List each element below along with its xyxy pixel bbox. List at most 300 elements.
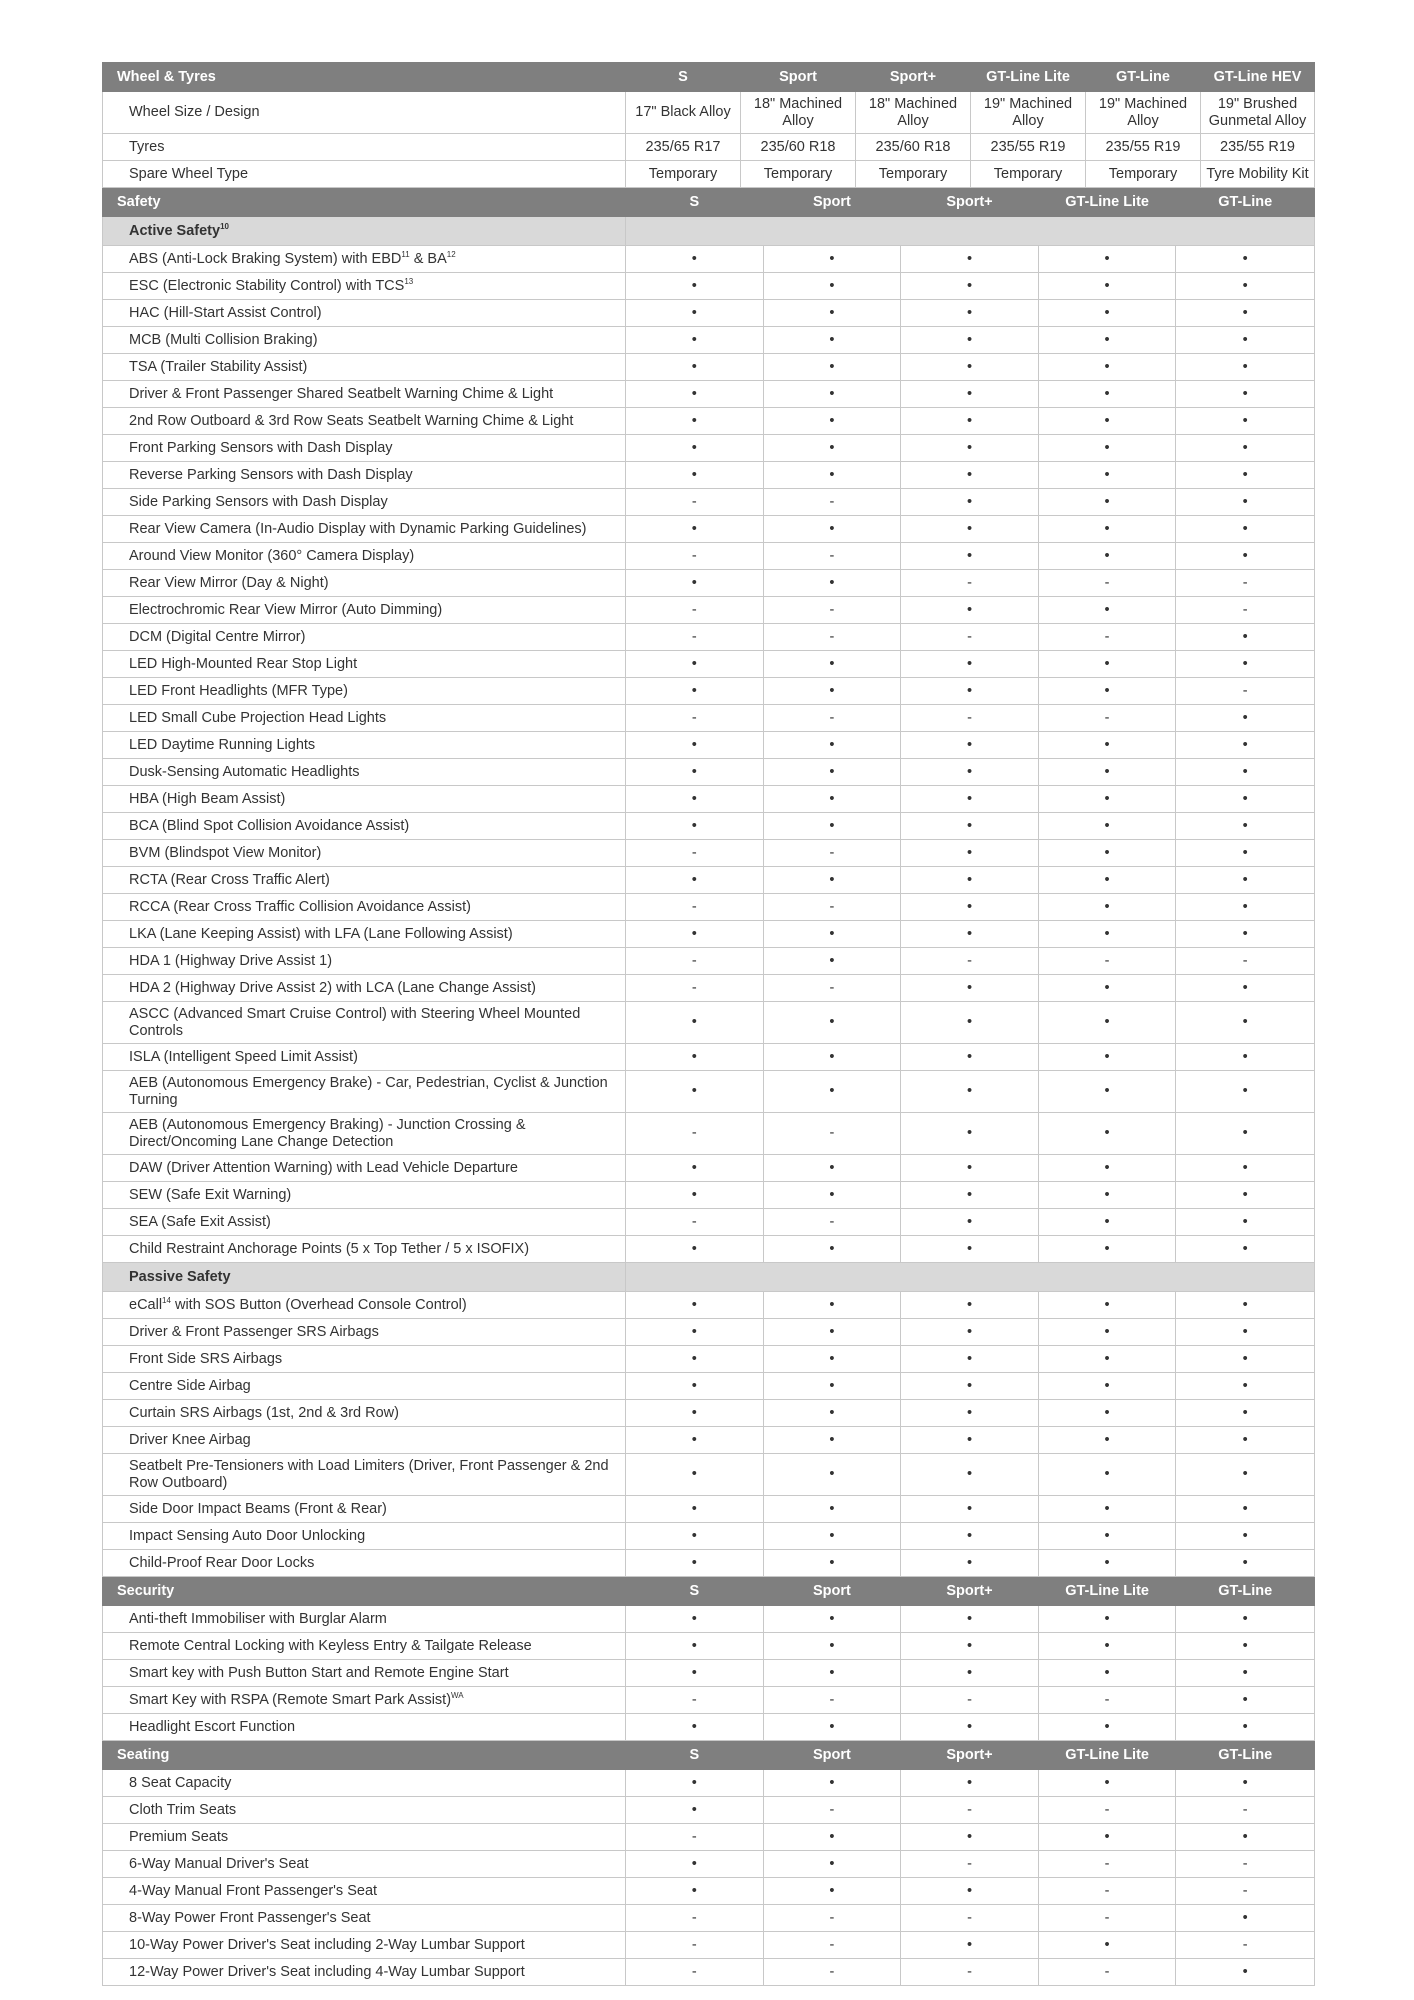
- included-dot: •: [1242, 1159, 1248, 1176]
- value-cell: [1039, 273, 1177, 299]
- value-cell: [764, 732, 902, 758]
- included-dot: •: [1104, 844, 1110, 861]
- value-cell: [1039, 381, 1177, 407]
- value-cell: [901, 975, 1039, 1001]
- value-cell: [901, 354, 1039, 380]
- value-grid: [626, 1824, 1314, 1850]
- feature-label: [103, 1797, 626, 1824]
- not-available-dash: -: [1104, 1963, 1110, 1980]
- feature-label: [103, 1770, 626, 1797]
- value-group: [626, 705, 1315, 732]
- not-available-dash: -: [691, 952, 697, 969]
- feature-label: [103, 975, 626, 1002]
- included-dot: •: [966, 1637, 973, 1654]
- value-cell: [764, 300, 902, 326]
- value-cell: [764, 678, 902, 704]
- value-cell: [1176, 1932, 1314, 1958]
- value-cell: [1039, 1660, 1177, 1686]
- value-cell: [1039, 1714, 1177, 1740]
- included-dot: •: [1104, 277, 1110, 294]
- feature-label: [103, 1427, 626, 1454]
- value-cell: [764, 435, 902, 461]
- value-grid: [626, 1209, 1314, 1235]
- table-row: [103, 381, 1315, 408]
- value-cell: [901, 1400, 1039, 1426]
- value-cell: [626, 1400, 764, 1426]
- column-header: [626, 188, 764, 216]
- feature-label: [103, 705, 626, 732]
- feature-label: [103, 134, 626, 161]
- included-dot: •: [1242, 871, 1248, 888]
- value-cell: [1039, 1878, 1177, 1904]
- value-cell: [626, 705, 764, 731]
- feature-label-text: Premium Seats: [129, 1828, 229, 1845]
- value-cell: [1039, 1113, 1177, 1154]
- included-dot: •: [1242, 1377, 1248, 1394]
- included-dot: •: [1104, 1610, 1110, 1627]
- included-dot: •: [966, 1159, 973, 1176]
- value-group: [626, 1851, 1315, 1878]
- value-cell: [1176, 1633, 1314, 1659]
- column-header-text: Sport+: [946, 193, 993, 210]
- section-header-wheels: [103, 63, 1315, 92]
- column-header: [1176, 1577, 1314, 1605]
- value-cell: [764, 1687, 902, 1713]
- included-dot: •: [1104, 1125, 1110, 1141]
- included-dot: •: [691, 1855, 697, 1872]
- table-row: [103, 1770, 1315, 1797]
- value-cell: [764, 1496, 902, 1522]
- value-cell: [1176, 975, 1314, 1001]
- column-header-text: Sport: [812, 193, 851, 210]
- value-cell: [626, 1824, 764, 1850]
- feature-label-text: HBA (High Beam Assist): [129, 790, 286, 807]
- feature-label-text: Cloth Trim Seats: [129, 1801, 237, 1818]
- not-available-dash: -: [691, 601, 697, 618]
- feature-label-text: BCA (Blind Spot Collision Avoidance Assist): [129, 817, 410, 834]
- included-dot: •: [966, 358, 973, 375]
- value-cell: [764, 1002, 902, 1043]
- feature-label: [103, 786, 626, 813]
- feature-label-text: Reverse Parking Sensors with Dash Display: [129, 466, 413, 483]
- value-cell: [1039, 732, 1177, 758]
- included-dot: •: [1242, 1350, 1248, 1367]
- section-title-text: Safety: [117, 193, 161, 210]
- feature-label: [103, 651, 626, 678]
- value-cell: [764, 381, 902, 407]
- value-group: [626, 327, 1315, 354]
- not-available-dash: -: [1242, 1801, 1248, 1818]
- feature-label: [103, 354, 626, 381]
- not-available-dash: -: [829, 1691, 835, 1708]
- table-row: [103, 732, 1315, 759]
- column-header-text: Sport: [812, 1746, 851, 1763]
- included-dot: •: [1242, 844, 1248, 861]
- not-available-dash: -: [691, 898, 697, 915]
- column-header-text: Sport+: [946, 1582, 993, 1599]
- value-group: [626, 1660, 1315, 1687]
- included-dot: •: [1242, 520, 1248, 537]
- feature-label: [103, 867, 626, 894]
- value-grid: [626, 732, 1314, 758]
- feature-label: [103, 161, 626, 188]
- value-cell: [901, 705, 1039, 731]
- subsection-title-text: Passive Safety: [129, 1268, 231, 1285]
- value-grid: [626, 570, 1314, 596]
- feature-label-text: DAW (Driver Attention Warning) with Lead Vehicle Departure: [129, 1159, 518, 1176]
- value-cell: [764, 1454, 902, 1495]
- included-dot: •: [829, 574, 835, 591]
- column-header-text: Sport: [779, 68, 817, 85]
- value-cell: [764, 759, 902, 785]
- value-cell: [626, 543, 764, 569]
- value-grid: [626, 1155, 1314, 1181]
- included-dot: •: [1242, 304, 1248, 321]
- included-dot: •: [966, 655, 973, 672]
- value-cell: [1176, 867, 1314, 893]
- included-dot: •: [1104, 682, 1110, 699]
- value-grid: [626, 1797, 1314, 1823]
- included-dot: •: [1242, 1664, 1248, 1681]
- value-cell: [626, 1878, 764, 1904]
- value-cell: [1176, 1959, 1314, 1985]
- value-grid: [626, 543, 1314, 569]
- not-available-dash: Tyre Mobility Kit: [1206, 165, 1309, 182]
- value-cell: [764, 489, 902, 515]
- feature-label: [103, 1633, 626, 1660]
- value-group: [626, 678, 1315, 705]
- value-cell: [626, 570, 764, 596]
- value-cell: [1176, 624, 1314, 650]
- included-dot: •: [1242, 250, 1248, 267]
- not-available-dash: 235/60 R18: [875, 138, 951, 155]
- value-cell: [1039, 435, 1177, 461]
- included-dot: •: [966, 979, 973, 996]
- value-cell: [626, 1044, 764, 1070]
- footnote-marker: 10: [220, 221, 229, 231]
- value-grid: [626, 1292, 1314, 1318]
- column-header-text: S: [689, 1582, 700, 1599]
- included-dot: •: [691, 682, 697, 699]
- not-available-dash: -: [1104, 1691, 1110, 1708]
- value-cell: [901, 1236, 1039, 1262]
- value-grid: [626, 1714, 1314, 1740]
- table-row: [103, 489, 1315, 516]
- value-cell: [764, 1182, 902, 1208]
- feature-label-text: 6-Way Manual Driver's Seat: [129, 1855, 309, 1872]
- table-row: [103, 543, 1315, 570]
- included-dot: •: [966, 412, 973, 429]
- included-dot: •: [1242, 1125, 1248, 1141]
- value-grid: [626, 1932, 1314, 1958]
- feature-label: [103, 1113, 626, 1155]
- included-dot: •: [691, 1431, 697, 1448]
- value-group: [626, 1878, 1315, 1905]
- column-header-text: S: [689, 1746, 700, 1763]
- value-grid: [626, 1182, 1314, 1208]
- spec-sheet: [102, 62, 1314, 1986]
- included-dot: •: [829, 655, 835, 672]
- feature-label-text: HDA 1 (Highway Drive Assist 1): [129, 952, 333, 969]
- value-cell: [1176, 408, 1314, 434]
- included-dot: •: [966, 1350, 973, 1367]
- included-dot: •: [966, 1323, 973, 1340]
- feature-label: [103, 543, 626, 570]
- feature-label: [103, 273, 626, 300]
- feature-label: [103, 1373, 626, 1400]
- value-cell: [901, 1959, 1039, 1985]
- not-available-dash: -: [1242, 601, 1248, 618]
- value-group: [626, 1236, 1315, 1263]
- value-cell: [901, 1155, 1039, 1181]
- not-available-dash: -: [829, 844, 835, 861]
- included-dot: •: [966, 1610, 973, 1627]
- feature-label: [103, 1002, 626, 1044]
- included-dot: •: [829, 1527, 835, 1544]
- value-cell: [1176, 651, 1314, 677]
- included-dot: •: [1104, 1083, 1110, 1099]
- column-header-text: Sport+: [889, 68, 937, 85]
- value-cell: [901, 1454, 1039, 1495]
- value-cell: [626, 516, 764, 542]
- subsection-header: [103, 1263, 1315, 1292]
- value-grid: [626, 1851, 1314, 1877]
- table-row: [103, 1606, 1315, 1633]
- included-dot: •: [966, 1431, 973, 1448]
- value-cell: [1039, 1550, 1177, 1576]
- feature-label-text: Impact Sensing Auto Door Unlocking: [129, 1527, 366, 1544]
- included-dot: •: [1242, 979, 1248, 996]
- value-cell: [1039, 948, 1177, 974]
- value-grid: [626, 597, 1314, 623]
- value-cell: [1039, 624, 1177, 650]
- included-dot: •: [966, 466, 973, 483]
- value-grid: [626, 705, 1314, 731]
- feature-label: [103, 1044, 626, 1071]
- footnote-marker: 13: [404, 276, 414, 286]
- value-group: [626, 1346, 1315, 1373]
- feature-label-text: MCB (Multi Collision Braking): [129, 331, 318, 348]
- included-dot: •: [1242, 1466, 1248, 1482]
- included-dot: •: [829, 1664, 835, 1681]
- value-group: [626, 1373, 1315, 1400]
- feature-label: [103, 1209, 626, 1236]
- included-dot: •: [1242, 1186, 1248, 1203]
- value-grid: [626, 462, 1314, 488]
- not-available-dash: -: [691, 1963, 697, 1980]
- spec-table: [102, 62, 1315, 1986]
- included-dot: •: [966, 790, 973, 807]
- feature-label-text: Curtain SRS Airbags (1st, 2nd & 3rd Row): [129, 1404, 399, 1421]
- table-row: [103, 1373, 1315, 1400]
- feature-label-text: Child Restraint Anchorage Points (5 x Top Tether / 5 x ISOFIX): [129, 1240, 530, 1257]
- feature-label: [103, 1236, 626, 1263]
- table-row: [103, 1292, 1315, 1319]
- not-available-dash: -: [967, 628, 972, 645]
- value-cell: [1039, 1071, 1177, 1112]
- feature-label-text: with SOS Button (Overhead Console Control): [170, 1296, 467, 1313]
- included-dot: •: [1104, 1350, 1110, 1367]
- table-row: [103, 894, 1315, 921]
- not-available-dash: -: [691, 979, 697, 996]
- value-group: [626, 1044, 1315, 1071]
- value-cell: [1039, 300, 1177, 326]
- not-available-dash: -: [967, 709, 972, 726]
- value-cell: [626, 1770, 764, 1796]
- included-dot: •: [966, 1718, 973, 1735]
- value-cell: [1176, 786, 1314, 812]
- included-dot: •: [966, 1083, 973, 1099]
- feature-label-text: Around View Monitor (360° Camera Display): [129, 547, 415, 564]
- included-dot: •: [1242, 1083, 1248, 1099]
- value-grid: [626, 327, 1314, 353]
- value-grid: [626, 1550, 1314, 1576]
- value-cell: [764, 1878, 902, 1904]
- value-group: [626, 1113, 1315, 1155]
- value-cell: [971, 134, 1086, 161]
- feature-label: [103, 1400, 626, 1427]
- value-cell: [764, 1346, 902, 1372]
- table-row: [103, 327, 1315, 354]
- value-cell: [1176, 1851, 1314, 1877]
- feature-label: [103, 813, 626, 840]
- value-cell: [626, 1633, 764, 1659]
- included-dot: •: [966, 385, 973, 402]
- value-group: [626, 516, 1315, 543]
- table-row: [103, 1071, 1315, 1113]
- feature-label-text: TSA (Trailer Stability Assist): [129, 358, 308, 375]
- subsection-title: [103, 217, 626, 246]
- included-dot: •: [1242, 1774, 1248, 1791]
- feature-label-text: LED Front Headlights (MFR Type): [129, 682, 348, 699]
- included-dot: •: [966, 520, 973, 537]
- section-title: [103, 1741, 626, 1770]
- value-cell: [901, 759, 1039, 785]
- value-cell: [764, 1319, 902, 1345]
- column-header: [741, 63, 856, 92]
- value-cell: [1176, 894, 1314, 920]
- value-grid: [626, 1959, 1314, 1985]
- value-cell: [1176, 1523, 1314, 1549]
- value-grid: [626, 1496, 1314, 1522]
- value-cell: [1039, 1044, 1177, 1070]
- feature-label: [103, 948, 626, 975]
- value-cell: [901, 1714, 1039, 1740]
- table-row: [103, 1182, 1315, 1209]
- value-cell: [741, 134, 856, 161]
- not-available-dash: -: [967, 1691, 972, 1708]
- table-row: [103, 300, 1315, 327]
- column-header: [764, 188, 902, 216]
- value-group: [626, 1155, 1315, 1182]
- value-cell: [764, 1606, 902, 1632]
- feature-label-text: 12-Way Power Driver's Seat including 4-Way Lumbar Support: [129, 1963, 525, 1980]
- value-grid: [626, 381, 1314, 407]
- value-cell: [901, 732, 1039, 758]
- feature-label: [103, 92, 626, 134]
- value-cell: [1176, 948, 1314, 974]
- included-dot: •: [966, 547, 973, 564]
- value-cell: [1176, 354, 1314, 380]
- value-cell: [626, 273, 764, 299]
- value-cell: [901, 948, 1039, 974]
- table-row: [103, 1044, 1315, 1071]
- included-dot: •: [829, 304, 835, 321]
- value-cell: [1039, 678, 1177, 704]
- included-dot: •: [1104, 1323, 1110, 1340]
- not-available-dash: -: [1242, 682, 1248, 699]
- value-cell: [1039, 813, 1177, 839]
- not-available-dash: -: [967, 1963, 972, 1980]
- value-cell: [626, 92, 741, 134]
- value-cell: [764, 1044, 902, 1070]
- not-available-dash: 17" Black Alloy: [635, 104, 731, 120]
- value-cell: [626, 1236, 764, 1262]
- value-cell: [764, 273, 902, 299]
- included-dot: •: [829, 1466, 835, 1482]
- subsection-title: [103, 1263, 626, 1292]
- included-dot: •: [829, 358, 835, 375]
- included-dot: •: [966, 250, 973, 267]
- value-grid: [626, 188, 1314, 216]
- included-dot: •: [1104, 1774, 1110, 1791]
- value-cell: [764, 1797, 902, 1823]
- included-dot: •: [1242, 1909, 1248, 1926]
- value-grid: [626, 246, 1314, 272]
- section-title-text: Security: [117, 1582, 175, 1599]
- value-cell: [626, 921, 764, 947]
- value-cell: [1176, 759, 1314, 785]
- value-cell: [741, 161, 856, 188]
- included-dot: •: [1242, 1828, 1248, 1845]
- value-cell: [901, 1687, 1039, 1713]
- value-cell: [901, 1932, 1039, 1958]
- feature-label-text: Seatbelt Pre-Tensioners with Load Limiters (Driver, Front Passenger & 2nd Row Outboard): [129, 1457, 609, 1491]
- value-group: [626, 1454, 1315, 1496]
- feature-label-text: Dusk-Sensing Automatic Headlights: [129, 763, 360, 780]
- included-dot: •: [1242, 655, 1248, 672]
- value-cell: [1039, 1454, 1177, 1495]
- column-header: [1039, 1577, 1177, 1605]
- value-grid: [626, 408, 1314, 434]
- not-available-dash: -: [691, 1828, 697, 1845]
- included-dot: •: [691, 1637, 697, 1654]
- not-available-dash: 18" Machined Alloy: [868, 95, 958, 129]
- value-cell: [764, 516, 902, 542]
- included-dot: •: [691, 871, 697, 888]
- table-row: [103, 92, 1315, 134]
- included-dot: •: [829, 817, 835, 834]
- value-cell: [626, 624, 764, 650]
- value-grid: [626, 1770, 1314, 1796]
- value-cell: [1176, 1687, 1314, 1713]
- included-dot: •: [966, 439, 973, 456]
- included-dot: •: [1242, 1554, 1248, 1571]
- included-dot: •: [829, 790, 835, 807]
- included-dot: •: [1242, 277, 1248, 294]
- included-dot: •: [829, 1350, 835, 1367]
- value-cell: [1039, 597, 1177, 623]
- table-row: [103, 408, 1315, 435]
- value-grid: [626, 1523, 1314, 1549]
- value-cell: [764, 705, 902, 731]
- footnote-marker: 12: [446, 249, 456, 259]
- value-cell: [764, 1714, 902, 1740]
- included-dot: •: [829, 466, 835, 483]
- table-row: [103, 1496, 1315, 1523]
- subsection-header: [103, 217, 1315, 246]
- included-dot: •: [691, 1466, 697, 1482]
